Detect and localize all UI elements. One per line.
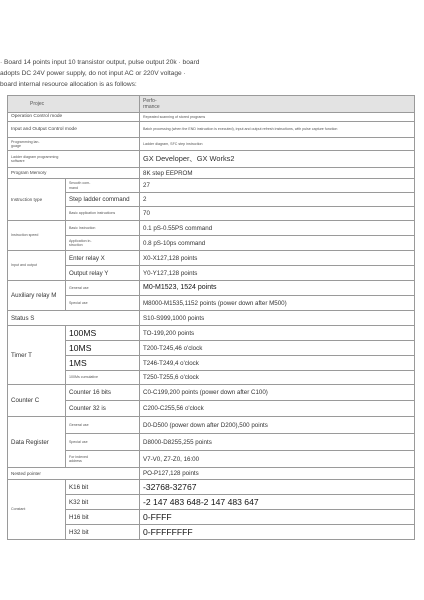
- row-value: T250-T255,6 o'clock: [140, 371, 415, 385]
- table-row: [8, 311, 415, 326]
- row-label: Program Memory: [8, 168, 140, 179]
- table-row: [8, 468, 415, 480]
- row-value: V7-V0, Z7-Z0, 16:00: [140, 451, 415, 468]
- row-value: D0-D500 (power down after D200),500 points: [140, 417, 415, 434]
- row-sub: Counter 16 bits: [66, 385, 140, 401]
- header-project: Projec: [8, 96, 140, 113]
- row-sub: K16 bit: [66, 480, 140, 495]
- table-row: [8, 510, 415, 525]
- row-value: TO-199,200 points: [140, 326, 415, 341]
- table-row: [8, 236, 415, 251]
- row-value: Batch processing (when the END instruction is executed), input and output refresh instructions, with pulse capture function: [140, 122, 415, 138]
- table-row: [8, 417, 415, 434]
- table-row: [8, 113, 415, 122]
- row-label: Ladder diagram programming software: [8, 151, 140, 168]
- row-value: X0-X127,128 points: [140, 251, 415, 266]
- row-sub: Basic application instructions: [66, 207, 140, 221]
- row-label: Auxiliary relay M: [8, 281, 66, 311]
- row-sub: H16 bit: [66, 510, 140, 525]
- row-sub: Output relay Y: [66, 266, 140, 281]
- row-value: Y0-Y127,128 points: [140, 266, 415, 281]
- row-label: Operation Control mode: [8, 113, 140, 122]
- row-sub: 100MS: [66, 326, 140, 341]
- table-row: [8, 525, 415, 540]
- table-row: [8, 122, 415, 138]
- row-value: S10-S999,1000 points: [140, 311, 415, 326]
- row-sub: Enter relay X: [66, 251, 140, 266]
- table-row: [8, 401, 415, 417]
- row-label: Instruction speed: [8, 221, 66, 251]
- intro-line-1: · Board 14 points input 10 transistor output, pulse output 20k · board: [0, 59, 200, 66]
- row-value: 0.8 pS-10ps command: [140, 236, 415, 251]
- table-row: [8, 495, 415, 510]
- table-row: [8, 480, 415, 495]
- table-row: [8, 221, 415, 236]
- table-row: [8, 434, 415, 451]
- row-value: M0-M1523, 1524 points: [140, 281, 415, 296]
- intro-text: [0, 57, 420, 90]
- row-value: -2 147 483 648-2 147 483 647: [140, 495, 415, 510]
- header-performance: Perfo- rmance: [140, 96, 415, 113]
- resource-table: [7, 95, 415, 540]
- row-sub: 100Ms cumulative: [66, 371, 140, 385]
- row-value: T200-T245,46 o'clock: [140, 341, 415, 356]
- table-header-row: [8, 96, 415, 113]
- row-value: C0-C199,200 points (power down after C100): [140, 385, 415, 401]
- row-label: Instruction type: [8, 179, 66, 221]
- row-sub: Basic Instruction: [66, 221, 140, 236]
- table-row: [8, 207, 415, 221]
- row-label: Status S: [8, 311, 140, 326]
- intro-line-2: adopts DC 24V power supply, do not input AC or 220V voltage ·: [0, 70, 186, 77]
- row-value: 0-FFFFFFFF: [140, 525, 415, 540]
- table-row: [8, 385, 415, 401]
- table-row: [8, 281, 415, 296]
- table-row: [8, 168, 415, 179]
- row-value: M8000-M1535,1152 points (power down after M500): [140, 296, 415, 311]
- table-row: [8, 251, 415, 266]
- row-label: Constant: [8, 480, 66, 540]
- row-value: 0.1 pS-0.55PS command: [140, 221, 415, 236]
- row-label: Input and output: [8, 251, 66, 281]
- row-sub: Special use: [66, 434, 140, 451]
- table-row: [8, 326, 415, 341]
- row-sub: 10MS: [66, 341, 140, 356]
- row-value: 8K step EEPROM: [140, 168, 415, 179]
- table-row: [8, 151, 415, 168]
- table-row: [8, 356, 415, 371]
- table-row: [8, 266, 415, 281]
- row-value: 27: [140, 179, 415, 193]
- row-label: Data Register: [8, 417, 66, 468]
- row-sub: K32 bit: [66, 495, 140, 510]
- row-value: T246-T249,4 o'clock: [140, 356, 415, 371]
- row-sub: Step ladder command: [66, 193, 140, 207]
- row-value: GX Developer、GX Works2: [140, 151, 415, 168]
- row-sub: Smooth com- mand: [66, 179, 140, 193]
- table-row: [8, 371, 415, 385]
- row-value: D8000-D8255,255 points: [140, 434, 415, 451]
- table-row: [8, 451, 415, 468]
- intro-line-3: board internal resource allocation is as follows:: [0, 81, 137, 88]
- row-sub: Special use: [66, 296, 140, 311]
- row-sub: Counter 32 is: [66, 401, 140, 417]
- row-sub: Application in- struction: [66, 236, 140, 251]
- table-row: [8, 193, 415, 207]
- row-value: Ladder diagram, SFC step instruction: [140, 138, 415, 151]
- row-sub: General use: [66, 417, 140, 434]
- table-row: [8, 179, 415, 193]
- row-label: Timer T: [8, 326, 66, 385]
- row-label: Programming lan- guage: [8, 138, 140, 151]
- row-label: Counter C: [8, 385, 66, 417]
- row-value: 70: [140, 207, 415, 221]
- row-label: Input and Output Control mode: [8, 122, 140, 138]
- row-sub: 1MS: [66, 356, 140, 371]
- row-label: Nested pointer: [8, 468, 140, 480]
- table-row: [8, 296, 415, 311]
- table-row: [8, 138, 415, 151]
- row-sub: For indexed address: [66, 451, 140, 468]
- row-value: PO-P127,128 points: [140, 468, 415, 480]
- row-sub: H32 bit: [66, 525, 140, 540]
- row-value: -32768-32767: [140, 480, 415, 495]
- table-row: [8, 341, 415, 356]
- row-value: Repeated scanning of stored programs: [140, 113, 415, 122]
- row-value: C200-C255,56 o'clock: [140, 401, 415, 417]
- row-value: 2: [140, 193, 415, 207]
- row-value: 0-FFFF: [140, 510, 415, 525]
- row-sub: General use: [66, 281, 140, 296]
